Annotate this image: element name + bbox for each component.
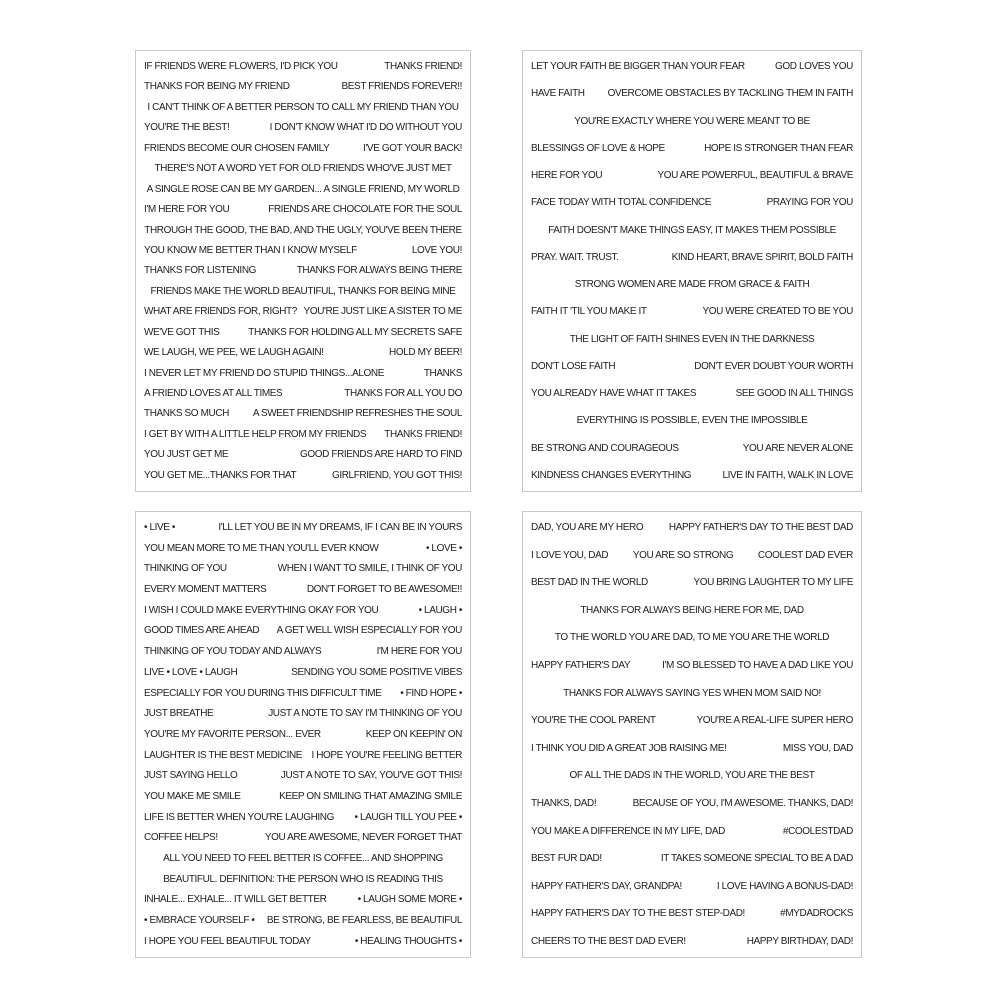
sentiment-line <box>144 853 462 864</box>
sentiment-line <box>144 750 462 761</box>
sentiment-line <box>144 667 462 678</box>
sentiment-phrase: I'M HERE FOR YOU <box>144 204 230 216</box>
sentiment-phrase: EVERYTHING IS POSSIBLE, EVEN THE IMPOSSIBLE <box>576 415 808 427</box>
sentiment-line <box>144 306 462 317</box>
sentiment-line <box>144 812 462 823</box>
panel-friendship-sentiments <box>135 50 471 492</box>
sentiment-line <box>144 225 462 236</box>
sentiment-line <box>144 81 462 92</box>
sentiment-phrase: COOLEST DAD EVER <box>757 549 853 561</box>
sentiment-phrase: HOLD MY BEER! <box>389 347 462 359</box>
sentiment-phrase: THANKS FOR ALWAYS SAYING YES WHEN MOM SAID NO! <box>563 687 821 699</box>
sentiment-phrase: YOU'RE JUST LIKE A SISTER TO ME <box>303 306 462 318</box>
sentiment-phrase: YOU KNOW ME BETTER THAN I KNOW MYSELF <box>144 244 357 256</box>
sentiment-phrase: YOU GET ME...THANKS FOR THAT <box>144 469 297 481</box>
sentiment-line <box>531 415 853 426</box>
sentiment-phrase: YOU ARE AWESOME, NEVER FORGET THAT <box>264 832 462 844</box>
sentiment-phrase: LET YOUR FAITH BE BIGGER THAN YOUR FEAR <box>531 61 745 72</box>
sentiment-line <box>531 388 853 399</box>
sentiment-line <box>144 791 462 802</box>
sentiment-line <box>531 743 853 754</box>
sentiment-phrase: THE LIGHT OF FAITH SHINES EVEN IN THE DARKNESS <box>569 333 815 345</box>
sentiment-phrase: HAPPY BIRTHDAY, DAD! <box>746 935 853 947</box>
sentiment-line <box>144 265 462 276</box>
sentiment-line <box>144 708 462 719</box>
sentiment-phrase: BEST FRIENDS FOREVER!! <box>341 81 462 93</box>
sentiment-phrase: KIND HEART, BRAVE SPIRIT, BOLD FAITH <box>671 251 853 263</box>
sentiment-phrase: GOOD TIMES ARE AHEAD <box>144 625 260 637</box>
sentiment-phrase: THINKING OF YOU TODAY AND ALWAYS <box>144 646 322 658</box>
sentiment-phrase: YOU JUST GET ME <box>144 449 229 461</box>
sentiment-phrase: OVERCOME OBSTACLES BY TACKLING THEM IN FAITH <box>607 88 853 100</box>
sentiment-phrase: A FRIEND LOVES AT ALL TIMES <box>144 388 283 399</box>
sentiment-line <box>144 286 462 297</box>
sentiment-phrase: YOU MEAN MORE TO ME THAN YOU'LL EVER KNOW <box>144 542 379 554</box>
sentiment-phrase: TO THE WORLD YOU ARE DAD, TO ME YOU ARE THE WORLD <box>554 632 830 644</box>
sentiment-phrase: KEEP ON KEEPIN' ON <box>365 728 462 740</box>
sentiment-line <box>531 116 853 127</box>
sentiment-line <box>531 715 853 726</box>
sentiment-line <box>531 334 853 345</box>
sentiment-phrase: GOOD FRIENDS ARE HARD TO FIND <box>300 449 462 461</box>
sentiment-line <box>144 605 462 616</box>
sentiment-line <box>144 625 462 636</box>
sentiment-phrase: YOU MAKE A DIFFERENCE IN MY LIFE, DAD <box>531 825 725 837</box>
sentiment-phrase: THANKS FOR LISTENING <box>144 265 257 277</box>
sentiment-phrase: JUST A NOTE TO SAY, YOU'VE GOT THIS! <box>280 770 462 782</box>
sentiment-line <box>531 443 853 454</box>
sentiment-phrase: I'LL LET YOU BE IN MY DREAMS, IF I CAN BE IN YOURS <box>218 522 462 533</box>
sentiment-line <box>144 449 462 460</box>
panel-dad-sentiments <box>522 511 862 958</box>
sentiment-line <box>144 388 462 399</box>
sentiment-phrase: I'VE GOT YOUR BACK! <box>363 142 462 154</box>
sentiment-line <box>144 184 462 195</box>
sentiment-line <box>531 197 853 208</box>
sentiment-phrase: BEST DAD IN THE WORLD <box>531 577 648 589</box>
sentiment-line <box>531 826 853 837</box>
sentiment-phrase: LIFE IS BETTER WHEN YOU'RE LAUGHING <box>144 811 334 823</box>
sentiment-phrase: EVERY MOMENT MATTERS <box>144 584 267 596</box>
sentiment-phrase: DAD, YOU ARE MY HERO <box>531 522 644 533</box>
sentiment-phrase: THANKS FOR ALL YOU DO <box>344 388 462 399</box>
sentiment-phrase: JUST A NOTE TO SAY I'M THINKING OF YOU <box>268 708 462 720</box>
sentiment-phrase: • LAUGH • <box>418 604 462 616</box>
sentiment-phrase: WHEN I WANT TO SMILE, I THINK OF YOU <box>277 563 462 575</box>
sentiment-phrase: THINKING OF YOU <box>144 563 227 575</box>
sentiment-line <box>144 936 462 947</box>
panel-faith-sentiments <box>522 50 862 492</box>
sentiment-line <box>144 729 462 740</box>
sentiment-phrase: ALL YOU NEED TO FEEL BETTER IS COFFEE... AND SHOPPING <box>163 853 443 864</box>
sentiment-phrase: JUST SAYING HELLO <box>144 770 238 782</box>
sentiment-phrase: I WISH I COULD MAKE EVERYTHING OKAY FOR YOU <box>144 604 379 616</box>
panel-encouragement-sentiments <box>135 511 471 958</box>
sentiment-phrase: THANKS SO MUCH <box>144 408 229 420</box>
sentiment-phrase: BECAUSE OF YOU, I'M AWESOME. THANKS, DAD! <box>632 797 853 809</box>
sentiment-line <box>531 470 853 481</box>
sentiment-line <box>144 646 462 657</box>
sentiment-line <box>531 577 853 588</box>
sentiment-line <box>531 908 853 919</box>
sentiment-line <box>531 770 853 781</box>
sentiment-phrase: YOU'RE THE COOL PARENT <box>531 715 656 727</box>
sentiment-phrase: OF ALL THE DADS IN THE WORLD, YOU ARE THE BEST <box>569 770 815 782</box>
sentiment-line <box>531 881 853 892</box>
sentiment-phrase: YOU BRING LAUGHTER TO MY LIFE <box>693 577 853 589</box>
sentiment-phrase: YOU ARE SO STRONG <box>632 549 734 561</box>
sentiment-phrase: YOU'RE THE BEST! <box>144 122 230 134</box>
sentiment-phrase: FRIENDS BECOME OUR CHOSEN FAMILY <box>144 142 330 154</box>
sentiment-line <box>531 632 853 643</box>
sentiment-phrase: BEAUTIFUL. DEFINITION: THE PERSON WHO IS READING THIS <box>163 873 443 885</box>
sentiment-phrase: I LOVE YOU, DAD <box>531 549 609 561</box>
sentiment-phrase: FAITH DOESN'T MAKE THINGS EASY, IT MAKES THEM POSSIBLE <box>548 224 836 236</box>
sentiment-phrase: LIVE IN FAITH, WALK IN LOVE <box>722 469 853 481</box>
sentiment-line <box>144 522 462 533</box>
sentiment-line <box>531 660 853 671</box>
sentiment-phrase: FRIENDS MAKE THE WORLD BEAUTIFUL, THANKS FOR BEING MINE <box>150 285 456 297</box>
sentiment-line <box>144 832 462 843</box>
sentiment-line <box>531 605 853 616</box>
sentiment-phrase: #MYDADROCKS <box>780 908 853 920</box>
sentiment-phrase: THANKS FRIEND! <box>384 428 462 440</box>
sentiment-phrase: PRAY. WAIT. TRUST. <box>531 251 619 263</box>
sentiment-phrase: YOU ALREADY HAVE WHAT IT TAKES <box>531 388 697 400</box>
sentiment-phrase: BEST FUR DAD! <box>531 853 602 865</box>
sentiment-phrase: HOPE IS STRONGER THAN FEAR <box>704 142 853 154</box>
sentiment-phrase: THROUGH THE GOOD, THE BAD, AND THE UGLY, YOU'VE BEEN THERE <box>144 224 462 236</box>
sentiment-phrase: FACE TODAY WITH TOTAL CONFIDENCE <box>531 197 712 209</box>
sentiment-phrase: YOU WERE CREATED TO BE YOU <box>702 306 853 318</box>
sentiment-phrase: I DON'T KNOW WHAT I'D DO WITHOUT YOU <box>269 122 462 134</box>
sentiment-phrase: DON'T EVER DOUBT YOUR WORTH <box>694 360 853 372</box>
sentiment-phrase: BLESSINGS OF LOVE & HOPE <box>531 142 665 154</box>
sentiment-line <box>531 61 853 72</box>
sentiment-line <box>144 163 462 174</box>
sentiment-phrase: I'M SO BLESSED TO HAVE A DAD LIKE YOU <box>662 659 853 671</box>
sentiment-phrase: YOU'RE EXACTLY WHERE YOU WERE MEANT TO BE <box>574 115 810 127</box>
sentiment-line <box>531 936 853 947</box>
sentiment-phrase: PRAYING FOR YOU <box>766 197 853 209</box>
sentiment-line <box>144 143 462 154</box>
sentiment-phrase: YOU MAKE ME SMILE <box>144 790 241 802</box>
sentiment-phrase: I GET BY WITH A LITTLE HELP FROM MY FRIENDS <box>144 428 367 440</box>
sentiment-line <box>531 361 853 372</box>
sentiment-phrase: KINDNESS CHANGES EVERYTHING <box>531 469 692 481</box>
sentiment-phrase: YOU ARE NEVER ALONE <box>742 442 853 454</box>
sentiment-phrase: HERE FOR YOU <box>531 170 603 182</box>
sentiment-phrase: I CAN'T THINK OF A BETTER PERSON TO CALL MY FRIEND THAN YOU <box>147 101 459 113</box>
sentiment-line <box>531 688 853 699</box>
sentiment-phrase: THANKS FOR ALWAYS BEING HERE FOR ME, DAD <box>580 604 804 616</box>
sentiment-phrase: • LAUGH SOME MORE • <box>357 894 462 906</box>
sentiment-phrase: MISS YOU, DAD <box>782 742 853 754</box>
sentiment-phrase: IT TAKES SOMEONE SPECIAL TO BE A DAD <box>660 853 853 865</box>
sentiment-line <box>144 429 462 440</box>
sentiment-phrase: COFFEE HELPS! <box>144 832 218 844</box>
sentiment-phrase: • LOVE • <box>425 542 462 554</box>
sentiment-phrase: YOU ARE POWERFUL, BEAUTIFUL & BRAVE <box>657 170 853 182</box>
sentiment-phrase: • EMBRACE YOURSELF • <box>144 915 255 927</box>
sentiment-phrase: GOD LOVES YOU <box>775 61 853 72</box>
sentiment-phrase: DON'T FORGET TO BE AWESOME!! <box>306 584 462 596</box>
sentiment-phrase: THANKS <box>423 367 462 379</box>
sentiment-line <box>144 915 462 926</box>
sentiment-line <box>144 584 462 595</box>
sentiment-phrase: DON'T LOSE FAITH <box>531 360 616 372</box>
sentiment-phrase: I THINK YOU DID A GREAT JOB RAISING ME! <box>531 742 727 754</box>
sentiment-line <box>531 252 853 263</box>
sentiment-phrase: HAVE FAITH <box>531 88 585 100</box>
sentiment-line <box>531 170 853 181</box>
sentiment-phrase: SENDING YOU SOME POSITIVE VIBES <box>291 666 462 678</box>
sentiment-phrase: • LIVE • <box>144 522 176 533</box>
sentiment-line <box>144 543 462 554</box>
sentiment-phrase: STRONG WOMEN ARE MADE FROM GRACE & FAITH <box>574 279 810 291</box>
sentiment-phrase: FRIENDS ARE CHOCOLATE FOR THE SOUL <box>268 204 462 216</box>
sentiment-phrase: THANKS, DAD! <box>531 797 597 809</box>
sentiment-phrase: BE STRONG AND COURAGEOUS <box>531 442 679 454</box>
sentiment-phrase: I HOPE YOU FEEL BEAUTIFUL TODAY <box>144 935 311 947</box>
sentiment-phrase: I HOPE YOU'RE FEELING BETTER <box>311 749 462 761</box>
sentiment-phrase: THANKS FOR ALWAYS BEING THERE <box>296 265 462 277</box>
sentiment-phrase: THERE'S NOT A WORD YET FOR OLD FRIENDS WHO'VE JUST MET <box>154 163 452 175</box>
sentiment-phrase: • HEALING THOUGHTS • <box>354 935 462 947</box>
sentiment-phrase: BE STRONG, BE FEARLESS, BE BEAUTIFUL <box>266 915 462 927</box>
sentiment-phrase: A SWEET FRIENDSHIP REFRESHES THE SOUL <box>252 408 462 420</box>
sentiment-phrase: HAPPY FATHER'S DAY, GRANDPA! <box>531 880 682 892</box>
sentiment-line <box>531 88 853 99</box>
sentiment-phrase: IF FRIENDS WERE FLOWERS, I'D PICK YOU <box>144 61 338 72</box>
sentiment-phrase: WE LAUGH, WE PEE, WE LAUGH AGAIN! <box>144 347 324 359</box>
sentiment-phrase: CHEERS TO THE BEST DAD EVER! <box>531 935 686 947</box>
sentiment-line <box>144 563 462 574</box>
sentiment-line <box>531 853 853 864</box>
sentiment-line <box>144 327 462 338</box>
sentiment-phrase: THANKS FOR HOLDING ALL MY SECRETS SAFE <box>248 326 462 338</box>
sentiment-phrase: LAUGHTER IS THE BEST MEDICINE <box>144 749 303 761</box>
sentiment-line <box>144 102 462 113</box>
sentiment-line <box>144 770 462 781</box>
sentiment-phrase: HAPPY FATHER'S DAY TO THE BEST STEP-DAD! <box>531 908 745 920</box>
sentiment-line <box>531 143 853 154</box>
sentiment-phrase: YOU'RE MY FAVORITE PERSON... EVER <box>144 728 321 740</box>
sentiment-phrase: I LOVE HAVING A BONUS-DAD! <box>716 880 853 892</box>
sentiment-phrase: HAPPY FATHER'S DAY TO THE BEST DAD <box>668 522 853 533</box>
sentiment-phrase: I'M HERE FOR YOU <box>376 646 462 658</box>
sentiment-phrase: #COOLESTDAD <box>782 825 853 837</box>
sentiment-line <box>144 368 462 379</box>
sentiment-phrase: YOU'RE A REAL-LIFE SUPER HERO <box>696 715 853 727</box>
sentiment-phrase: A SINGLE ROSE CAN BE MY GARDEN... A SINGLE FRIEND, MY WORLD <box>146 183 460 195</box>
sentiment-phrase: INHALE... EXHALE... IT WILL GET BETTER <box>144 894 327 906</box>
sentiment-phrase: WE'VE GOT THIS <box>144 326 220 338</box>
sentiment-phrase: LOVE YOU! <box>411 244 462 256</box>
sentiment-line <box>531 798 853 809</box>
sentiment-line <box>144 688 462 699</box>
sentiment-line <box>144 61 462 72</box>
sentiment-line <box>144 874 462 885</box>
sentiment-phrase: FAITH IT 'TIL YOU MAKE IT <box>531 306 647 318</box>
sentiment-phrase: A GET WELL WISH ESPECIALLY FOR YOU <box>276 625 462 637</box>
sentiment-phrase: I NEVER LET MY FRIEND DO STUPID THINGS...ALONE <box>144 367 384 379</box>
sentiment-line <box>144 347 462 358</box>
sentiment-line <box>531 279 853 290</box>
sentiment-phrase: WHAT ARE FRIENDS FOR, RIGHT? <box>144 306 297 318</box>
sentiment-line <box>144 204 462 215</box>
sentiment-line <box>531 225 853 236</box>
sentiment-phrase: LIVE • LOVE • LAUGH <box>144 666 238 678</box>
sentiment-line <box>144 245 462 256</box>
sentiment-line <box>531 522 853 533</box>
sentiment-phrase: HAPPY FATHER'S DAY <box>531 659 631 671</box>
sentiment-line <box>144 408 462 419</box>
sentiment-phrase: • FIND HOPE • <box>400 687 462 699</box>
sentiment-phrase: THANKS FOR BEING MY FRIEND <box>144 81 290 93</box>
sentiment-phrase: KEEP ON SMILING THAT AMAZING SMILE <box>279 790 462 802</box>
sentiment-phrase: THANKS FRIEND! <box>384 61 462 72</box>
sentiment-phrase: ESPECIALLY FOR YOU DURING THIS DIFFICULT TIME <box>144 687 382 699</box>
sentiment-phrase: • LAUGH TILL YOU PEE • <box>354 811 462 823</box>
sentiment-phrase: GIRLFRIEND, YOU GOT THIS! <box>331 469 462 481</box>
sentiment-line <box>531 550 853 561</box>
sentiment-phrase: SEE GOOD IN ALL THINGS <box>735 388 853 400</box>
sentiment-line <box>531 306 853 317</box>
sentiment-line <box>144 894 462 905</box>
sentiment-line <box>144 122 462 133</box>
sentiment-phrase: JUST BREATHE <box>144 708 214 720</box>
sentiment-line <box>144 470 462 481</box>
